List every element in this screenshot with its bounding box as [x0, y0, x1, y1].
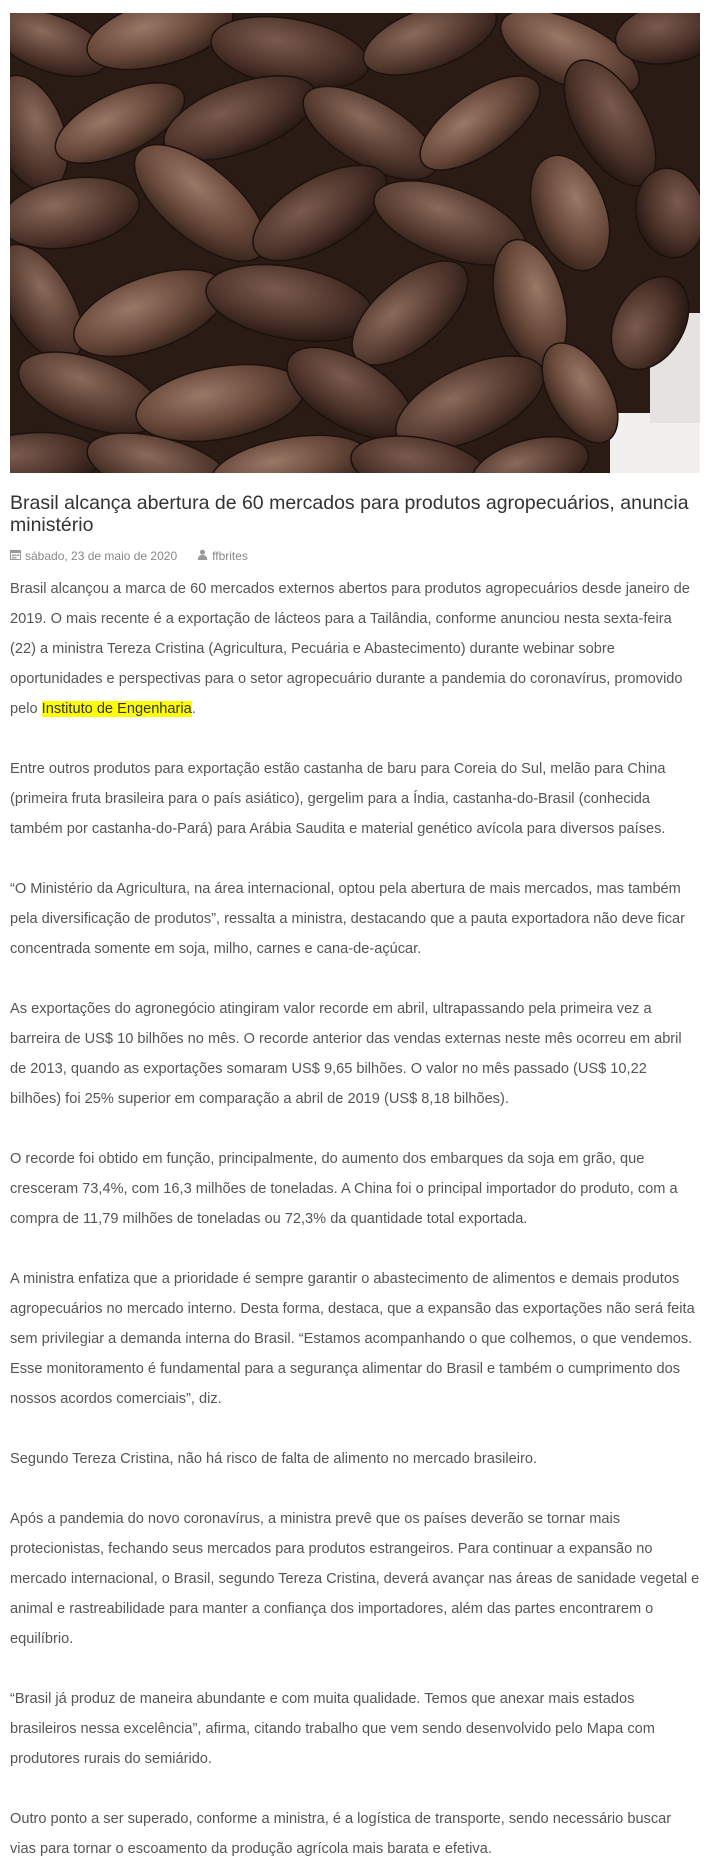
baru-nuts-image: [10, 13, 700, 473]
paragraph-8: Após a pandemia do novo coronavírus, a ministra prevê que os países deverão se tornar mais protecionistas, fechando seus mercados para produtos estrangeiros. Para continuar a expansão no mercado internacional, o Brasil, segundo Tereza Cristina, deverá avançar nas áreas de sanidade vegetal e animal e rastreabilidade para manter a confiança dos importadores, além das partes encontrarem o equilíbrio.: [10, 1511, 700, 1647]
paragraph-9: “Brasil já produz de maneira abundante e com muita qualidade. Temos que anexar mais estados brasileiros nessa excelência”, afirma, citando trabalho que vem sendo desenvolvido pelo Mapa com produtores rurais do semiárido.: [10, 1691, 655, 1767]
paragraph-7: Segundo Tereza Cristina, não há risco de falta de alimento no mercado brasileiro.: [10, 1451, 538, 1467]
paragraph-5: O recorde foi obtido em função, principalmente, do aumento dos embarques da soja em grão, que cresceram 73,4%, com 16,3 milhões de toneladas. A China foi o principal importador do produto, com a compra de 11,79 milhões de toneladas ou 72,3% da quantidade total exportada.: [10, 1151, 678, 1227]
paragraph-1-text: Brasil alcançou a marca de 60 mercados externos abertos para produtos agropecuários desde janeiro de 2019. O mais recente é a exportação de lácteos para a Tailândia, conforme anunciou nesta sexta-feira (22) a ministra Tereza Cristina (Agricultura, Pecuária e Abastecimento) durante webinar sobre oportunidades e perspectivas para o setor agropecuário durante a pandemia do coronavírus, promovido pelo: [10, 581, 690, 717]
article-meta: [10, 548, 700, 564]
calendar-icon: [10, 548, 21, 564]
article-date: [10, 548, 177, 564]
instituto-engenharia-link[interactable]: Instituto de Engenharia: [41, 701, 192, 717]
paragraph-10: Outro ponto a ser superado, conforme a ministra, é a logística de transporte, sendo necessário buscar vias para tornar o escoamento da produção agrícola mais barata e efetiva.: [10, 1811, 672, 1857]
article-body: [10, 574, 700, 1864]
paragraph-1-end: .: [191, 701, 196, 717]
paragraph-6: A ministra enfatiza que a prioridade é sempre garantir o abastecimento de alimentos e demais produtos agropecuários no mercado interno. Desta forma, destaca, que a expansão das exportações não será feita sem privilegiar a demanda interna do Brasil. “Estamos acompanhando o que colhemos, o que vendemos. Esse monitoramento é fundamental para a segurança alimentar do Brasil e também o cumprimento dos nossos acordos comerciais”, diz.: [10, 1271, 695, 1407]
article-author-text[interactable]: ffbrites: [212, 549, 248, 563]
article-title: Brasil alcança abertura de 60 mercados para produtos agropecuários, anuncia ministério: [10, 492, 689, 536]
paragraph-1: [10, 574, 700, 724]
article-author[interactable]: [197, 548, 248, 564]
paragraph-2: Entre outros produtos para exportação estão castanha de baru para Coreia do Sul, melão para China (primeira fruta brasileira para o país asiático), gergelim para a Índia, castanha-do-Brasil (conhecida também por castanha-do-Pará) para Arábia Saudita e material genético avícola para diversos países.: [10, 761, 666, 837]
user-icon: [197, 548, 208, 564]
paragraph-3: “O Ministério da Agricultura, na área internacional, optou pela abertura de mais mercados, mas também pela diversificação de produtos”, ressalta a ministra, destacando que a pauta exportadora não deve ficar concentrada somente em soja, milho, carnes e cana-de-açúcar.: [10, 881, 685, 957]
paragraph-4: As exportações do agronegócio atingiram valor recorde em abril, ultrapassando pela primeira vez a barreira de US$ 10 bilhões no mês. O recorde anterior das vendas externas neste mês ocorreu em abril de 2013, quando as exportações somaram US$ 9,65 bilhões. O valor no mês passado (US$ 10,22 bilhões) foi 25% superior em comparação a abril de 2019 (US$ 8,18 bilhões).: [10, 1001, 682, 1107]
article-date-text: sábado, 23 de maio de 2020: [25, 549, 178, 563]
hero-image: [10, 13, 700, 473]
